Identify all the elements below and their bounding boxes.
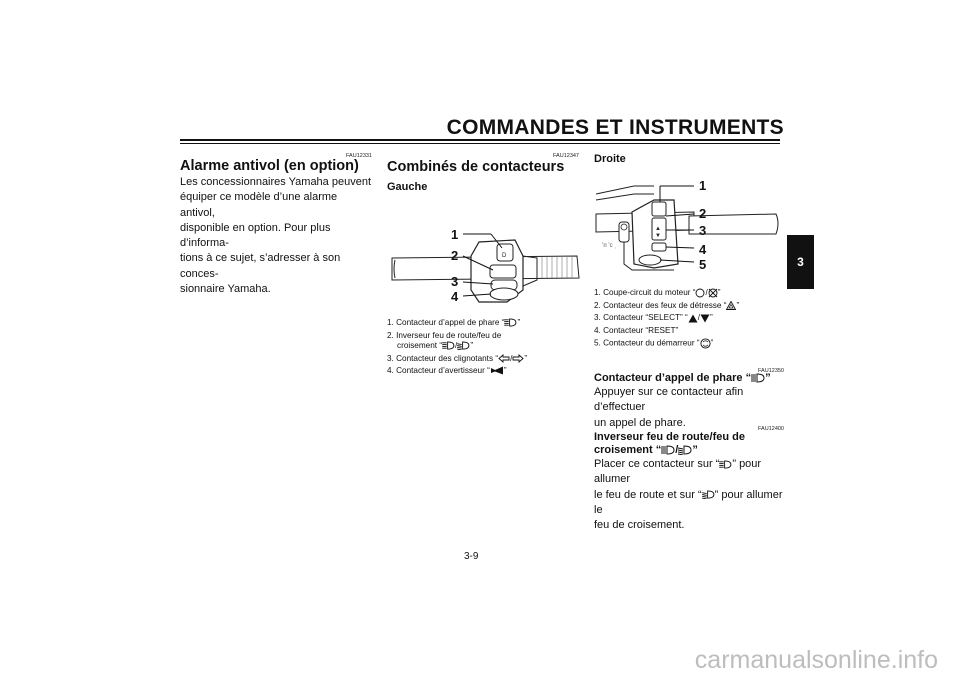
figure-label: 1 — [699, 178, 707, 193]
figure-label: 2 — [451, 248, 459, 263]
high-beam-icon — [719, 460, 732, 469]
section-code: FAU12400 — [758, 426, 784, 432]
caption-item: 4. Contacteur d’avertisseur “ ” — [387, 366, 507, 375]
section-paragraph: Placer ce contacteur sur “ ” pour allumer le feu de route et sur “ ” pour allumer le feu de croisement. — [594, 458, 783, 532]
figure-label: 5 — [699, 257, 707, 272]
turn-left-arrow-icon — [498, 354, 510, 363]
header-rule — [180, 139, 780, 141]
high-beam-icon — [751, 373, 765, 383]
horn-icon — [490, 366, 504, 375]
figure-label: 3 — [451, 274, 459, 289]
caption-item: 2. Inverseur feu de route/feu de — [387, 330, 502, 340]
section-paragraph: Appuyer sur ce contacteur afin d’effectuer un appel de phare. — [594, 386, 744, 429]
svg-text:ʻn ʻc ˌ: ʻn ʻc ˌ — [602, 243, 617, 249]
section-heading: Alarme antivol (en option) — [180, 158, 359, 174]
figure-label: 4 — [699, 242, 707, 257]
figure-label: 4 — [451, 289, 459, 304]
left-handlebar-switch-figure — [387, 220, 582, 310]
high-beam-icon — [661, 445, 675, 455]
caption-item: 1. Contacteur d’appel de phare “ ” — [387, 318, 521, 327]
section-heading: Combinés de contacteurs — [387, 159, 565, 175]
section-heading: Contacteur d’appel de phare “ ” — [594, 372, 771, 384]
starter-icon — [700, 338, 711, 349]
section-code: FAU12347 — [553, 153, 579, 159]
hazard-icon — [726, 301, 736, 310]
chapter-tab: 3 — [787, 235, 814, 289]
section-paragraph: Les concessionnaires Yamaha peuvent équiper ce modèle d’une alarme antivol, disponible en option. Pour plus d’informa- tions à ce sujet, s’adresser à son conces- sionnaire Yamaha. — [180, 176, 371, 296]
watermark[interactable]: carmanualsonline.info — [694, 646, 938, 674]
section-heading: Inverseur feu de route/feu de croisement “ / ” — [594, 431, 745, 456]
caption-item: 4. Contacteur “RESET” — [594, 325, 679, 335]
low-beam-icon — [702, 490, 715, 499]
high-beam-icon — [442, 341, 455, 350]
section-code: FAU12350 — [758, 368, 784, 374]
right-handlebar-switch-figure — [594, 172, 784, 277]
section-subheading: Droite — [594, 153, 626, 165]
low-beam-icon — [457, 341, 470, 350]
page-number: 3-9 — [464, 551, 479, 562]
caption-item: 2. Contacteur des feux de détresse “ ” — [594, 300, 740, 310]
section-code: FAU12331 — [346, 153, 372, 159]
caption-item: croisement “ / ” — [397, 341, 474, 350]
svg-text:▼: ▼ — [655, 233, 661, 239]
select-up-icon — [688, 314, 698, 323]
figure-captions-left — [387, 318, 527, 377]
section-subheading: Gauche — [387, 181, 428, 193]
page-header-title: COMMANDES ET INSTRUMENTS — [446, 116, 784, 139]
caption-item: 1. Coupe-circuit du moteur “ / ” — [594, 288, 721, 298]
engine-stop-icon — [708, 288, 718, 298]
caption-item: 5. Contacteur du démarreur “ ” — [594, 338, 714, 348]
figure-label: 1 — [451, 227, 459, 242]
high-beam-icon — [504, 318, 517, 327]
engine-run-icon — [695, 288, 705, 298]
caption-item: 3. Contacteur des clignotants “ / ” — [387, 353, 528, 363]
svg-text:D: D — [502, 253, 507, 259]
header-rule-thin — [180, 143, 780, 144]
figure-label: 2 — [699, 206, 707, 221]
caption-item: 3. Contacteur “SELECT” “ / ” — [594, 313, 713, 323]
select-down-icon — [700, 314, 710, 323]
svg-text:▲: ▲ — [655, 226, 661, 232]
figure-label: 3 — [699, 223, 707, 238]
figure-captions-right — [594, 288, 739, 349]
turn-right-arrow-icon — [512, 354, 524, 363]
low-beam-icon — [678, 445, 692, 455]
